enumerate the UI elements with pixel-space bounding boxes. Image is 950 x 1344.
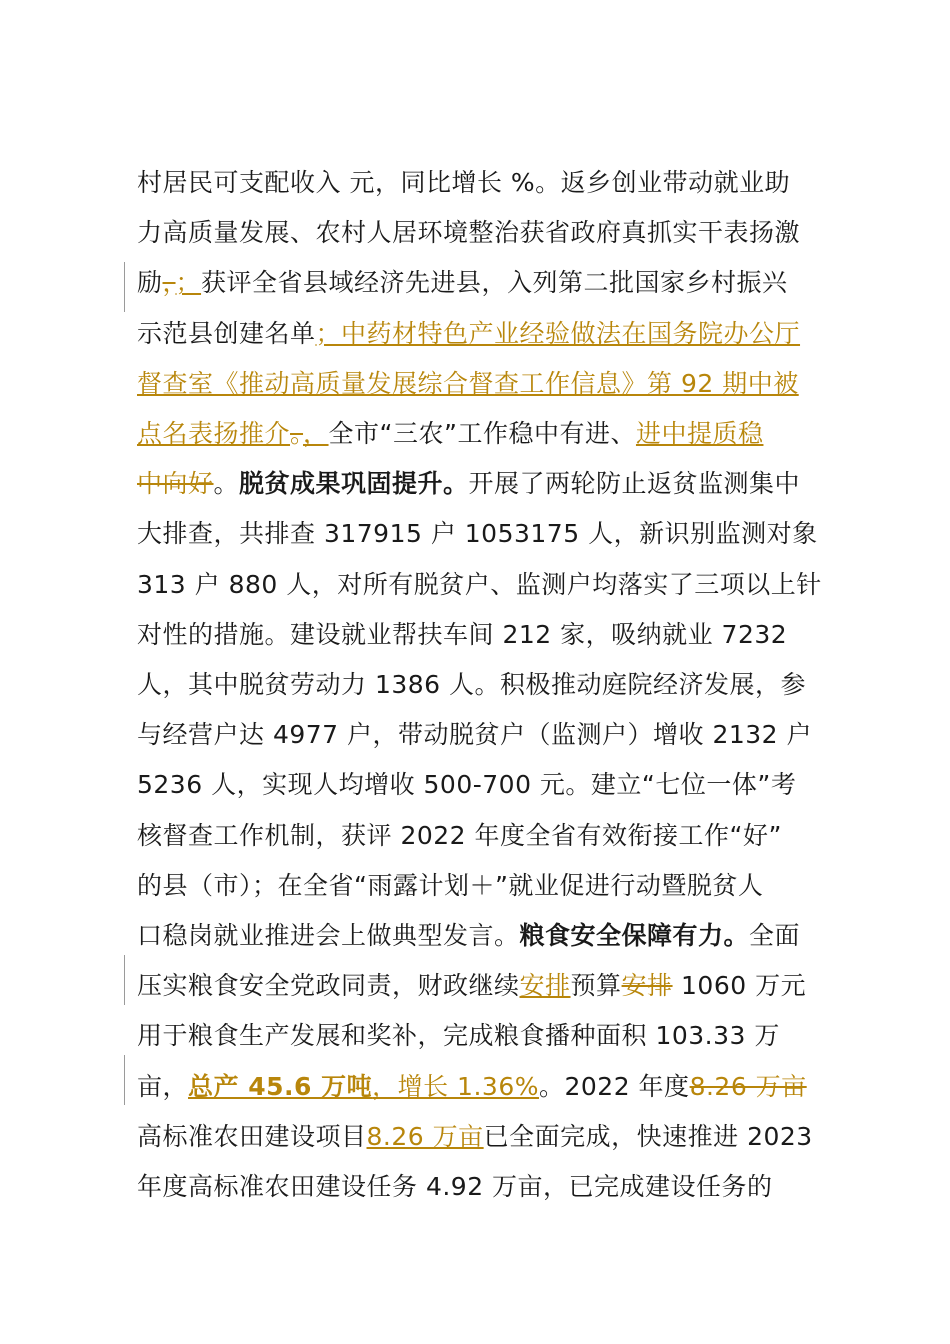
body-text: 全市“三农”工作稳中有进、 xyxy=(328,419,636,448)
inserted-text: ； xyxy=(175,268,202,298)
body-text: 人，其中脱贫劳动力 1386 人。积极推动庭院经济发展，参 xyxy=(137,670,807,699)
text-line xyxy=(137,560,827,610)
inserted-text: ， xyxy=(303,419,329,448)
text-line xyxy=(137,861,827,911)
text-line xyxy=(137,359,827,409)
body-text: 核督查工作机制，获评 2022 年度全省有效衔接工作“好” xyxy=(137,820,782,850)
text-line xyxy=(137,911,827,961)
body-text: 开展了两轮防止返贫监测集中 xyxy=(468,469,801,499)
deleted-text: 中向好 xyxy=(137,469,214,499)
text-line xyxy=(137,1112,827,1162)
body-text: 313 户 880 人，对所有脱贫户、监测户均落实了三项以上针 xyxy=(137,569,822,599)
body-text: 获评全省县域经济先进县，入列第二批国家乡村振兴 xyxy=(201,268,788,298)
text-line xyxy=(137,811,827,861)
text-line xyxy=(137,158,827,208)
text-line xyxy=(137,1062,827,1112)
change-bar xyxy=(124,262,125,312)
text-line xyxy=(137,208,827,258)
inserted-text: 安排 xyxy=(519,971,571,1001)
deleted-text: 8.26 万亩 xyxy=(689,1071,807,1101)
deleted-text: ， xyxy=(162,268,176,298)
text-line xyxy=(137,1011,827,1061)
text-line xyxy=(137,459,827,509)
bold-heading-text: 脱贫成果巩固提升。 xyxy=(239,469,469,499)
text-line xyxy=(137,1162,827,1212)
inserted-text: 督查室《推动高质量发展综合督查工作信息》第 92 期中被 xyxy=(137,368,799,398)
body-text: 力高质量发展、农村人居环境整治获省政府真抓实干表扬激 xyxy=(137,218,801,248)
body-text: 全面 xyxy=(749,921,801,950)
text-line xyxy=(137,760,827,810)
body-text: 压实粮食安全党政同责，财政继续 xyxy=(137,971,520,1001)
text-line xyxy=(137,509,827,559)
body-text: 与经营户达 4977 户，带动脱贫户（监测户）增收 2132 户 xyxy=(137,720,813,750)
body-text: 高标准农田建设项目 xyxy=(137,1121,367,1151)
text-line xyxy=(137,610,827,660)
body-text: 大排查，共排查 317915 户 1053175 人，新识别监测对象 xyxy=(137,519,818,549)
inserted-text: ，增长 1.36% xyxy=(372,1071,539,1101)
body-text: 。2022 年度 xyxy=(538,1071,690,1101)
inserted-text: 8.26 万亩 xyxy=(366,1121,484,1151)
body-text: 预算 xyxy=(570,971,622,1001)
body-text: 村居民可支配收入 元，同比增长 %。返乡创业带动就业助 xyxy=(137,168,791,197)
body-text: 5236 人，实现人均增收 500-700 元。建立“七位一体”考 xyxy=(137,770,797,800)
inserted-text: 点名表扬推介 xyxy=(137,419,291,448)
body-text: 已全面完成，快速推进 2023 xyxy=(483,1121,813,1151)
deleted-text: 安排 xyxy=(621,971,673,1001)
text-line xyxy=(137,961,827,1011)
change-bar xyxy=(124,1055,125,1105)
body-text: 励 xyxy=(137,268,163,298)
bold-heading-text: 粮食安全保障有力。 xyxy=(519,921,750,950)
body-text: 示范县创建名单 xyxy=(137,318,316,348)
inserted-text: ；中药材特色产业经验做法在国务院办公厅 xyxy=(315,318,801,348)
deleted-text: 。 xyxy=(290,419,304,448)
body-text: 用于粮食生产发展和奖补，完成粮食播种面积 103.33 万 xyxy=(137,1021,780,1051)
inserted-text: 总产 45.6 万吨 xyxy=(188,1071,373,1101)
body-text: 的县（市）；在全省“雨露计划＋”就业促进行动暨脱贫人 xyxy=(137,870,764,900)
text-line xyxy=(137,710,827,760)
text-line xyxy=(137,258,827,308)
text-line xyxy=(137,309,827,359)
text-line xyxy=(137,660,827,710)
body-text: 亩， xyxy=(137,1071,189,1101)
body-text: 对性的措施。建设就业帮扶车间 212 家，吸纳就业 7232 xyxy=(137,619,788,649)
change-bar xyxy=(124,955,125,1005)
text-line xyxy=(137,409,827,459)
body-text: 年度高标准农田建设任务 4.92 万亩，已完成建设任务的 xyxy=(137,1172,773,1201)
body-text: 口稳岗就业推进会上做典型发言。 xyxy=(137,921,520,950)
body-text: 。 xyxy=(213,469,240,499)
body-text: 1060 万元 xyxy=(672,971,807,1001)
inserted-text: 进中提质稳 xyxy=(635,419,764,448)
